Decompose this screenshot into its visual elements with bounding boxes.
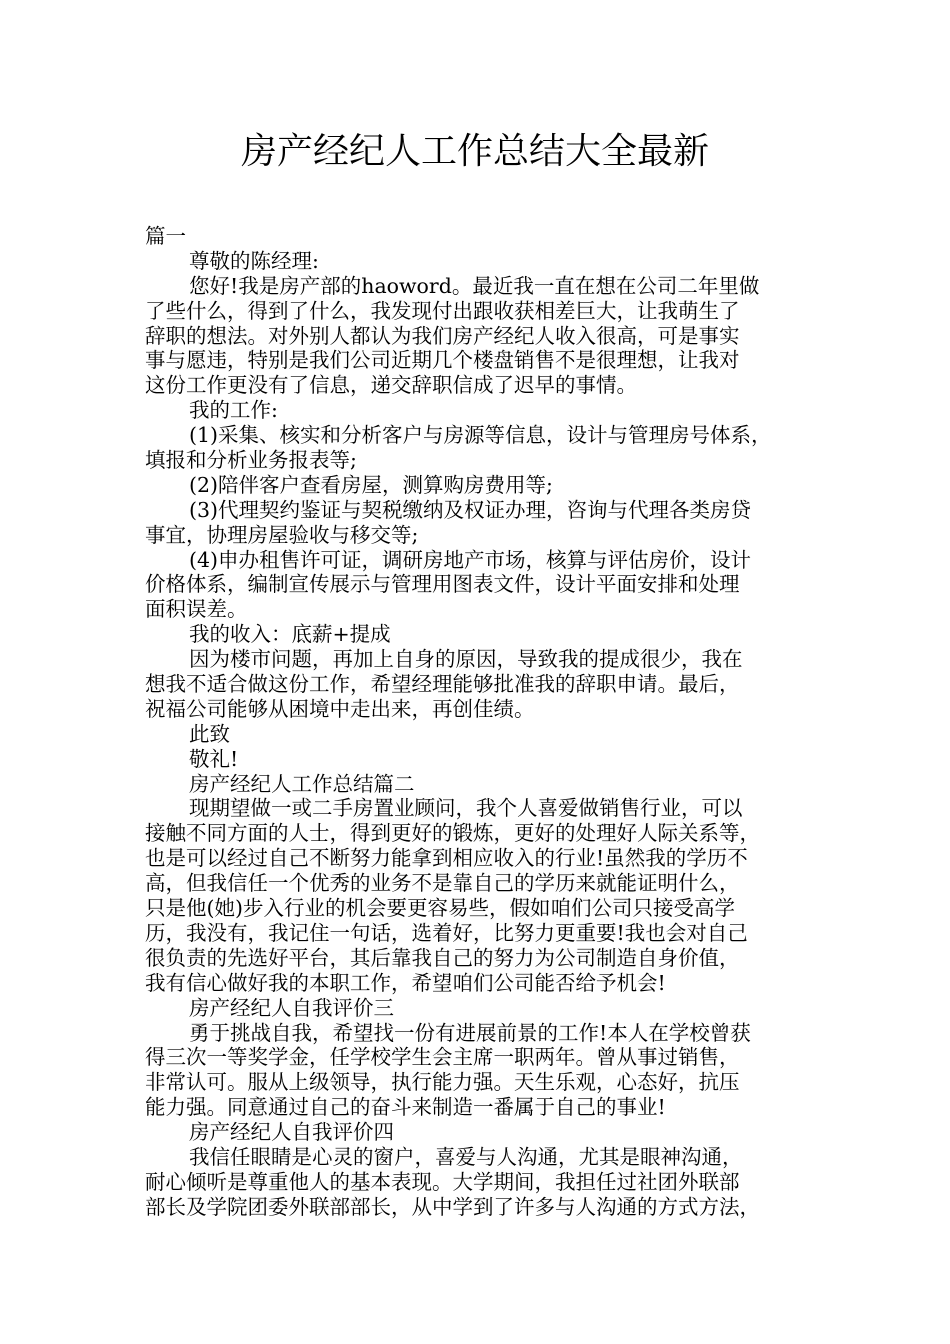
text-line: 因为楼市问题，再加上自身的原因，导致我的提成很少，我在: [189, 647, 743, 672]
text-line: (1)采集、核实和分析客户与房源等信息，设计与管理房号体系，: [189, 423, 772, 448]
text-line: 得三次一等奖学金，任学校学生会主席一职两年。曾从事过销售，: [145, 1045, 740, 1070]
text-line: 这份工作更没有了信息，递交辞职信成了迟早的事情。: [145, 373, 637, 398]
text-line: 很负责的先选好平台，其后靠我自己的努力为公司制造自身价值，: [145, 945, 740, 970]
text-line: 面积误差。: [145, 597, 248, 622]
text-line: 耐心倾听是尊重他人的基本表现。大学期间，我担任过社团外联部: [145, 1169, 740, 1194]
text-line: 我有信心做好我的本职工作，希望咱们公司能否给予机会!: [145, 970, 666, 995]
text-line: 勇于挑战自我，希望找一份有进展前景的工作!本人在学校曾获: [189, 1020, 751, 1045]
text-line: 了些什么，得到了什么，我发现付出跟收获相差巨大，让我萌生了: [145, 298, 740, 323]
text-line: 事宜，协理房屋验收与移交等;: [145, 522, 419, 547]
text-line: 我的工作:: [189, 398, 278, 423]
text-line: 此致: [189, 721, 230, 746]
text-line: 接触不同方面的人士，得到更好的锻炼，更好的处理好人际关系等，: [145, 821, 760, 846]
text-line: 辞职的想法。对外别人都认为我们房产经纪人收入很高，可是事实: [145, 323, 740, 348]
text-line: 历，我没有，我记住一句话，选着好，比努力更重要!我也会对自己: [145, 920, 748, 945]
text-line: 房产经纪人自我评价三: [189, 995, 394, 1020]
text-line: 想我不适合做这份工作，希望经理能够批准我的辞职申请。最后，: [145, 672, 740, 697]
text-line: 价格体系，编制宣传展示与管理用图表文件，设计平面安排和处理: [145, 572, 740, 597]
text-line: 也是可以经过自己不断努力能拿到相应收入的行业!虽然我的学历不: [145, 846, 748, 871]
text-line: 能力强。同意通过自己的奋斗来制造一番属于自己的事业!: [145, 1095, 666, 1120]
text-line: 高，但我信任一个优秀的业务不是靠自己的学历来就能证明什么，: [145, 871, 740, 896]
document-title: 房产经纪人工作总结大全最新: [240, 131, 709, 172]
text-line: (3)代理契约鉴证与契税缴纳及权证办理，咨询与代理各类房贷: [189, 497, 752, 522]
text-line: (4)申办租售许可证，调研房地产市场，核算与评估房价，设计: [189, 547, 752, 572]
text-line: 篇一: [145, 224, 186, 248]
text-line: 非常认可。服从上级领导，执行能力强。天生乐观，心态好，抗压: [145, 1070, 740, 1095]
text-line: 部长及学院团委外联部部长，从中学到了许多与人沟通的方式方法，: [145, 1194, 760, 1219]
text-line: 事与愿违，特别是我们公司近期几个楼盘销售不是很理想，让我对: [145, 348, 740, 373]
text-line: 填报和分析业务报表等;: [145, 448, 357, 473]
text-line: 现期望做一或二手房置业顾问，我个人喜爱做销售行业，可以: [189, 796, 743, 821]
text-line: 房产经纪人自我评价四: [189, 1120, 394, 1145]
text-line: 只是他(她)步入行业的机会要更容易些，假如咱们公司只接受高学: [145, 896, 735, 921]
text-line: 敬礼!: [189, 746, 239, 771]
text-line: 我的收入：底薪+提成: [189, 622, 391, 647]
text-line: 尊敬的陈经理:: [189, 248, 319, 273]
text-line: 我信任眼睛是心灵的窗户，喜爱与人沟通，尤其是眼神沟通，: [189, 1144, 743, 1169]
text-line: (2)陪伴客户查看房屋，测算购房费用等;: [189, 472, 553, 497]
text-line: 祝福公司能够从困境中走出来，再创佳绩。: [145, 696, 535, 721]
text-line: 您好!我是房产部的haoword。最近我一直在想在公司二年里做: [189, 273, 760, 298]
document-body: [145, 224, 809, 1220]
text-line: 房产经纪人工作总结篇二: [189, 771, 415, 796]
